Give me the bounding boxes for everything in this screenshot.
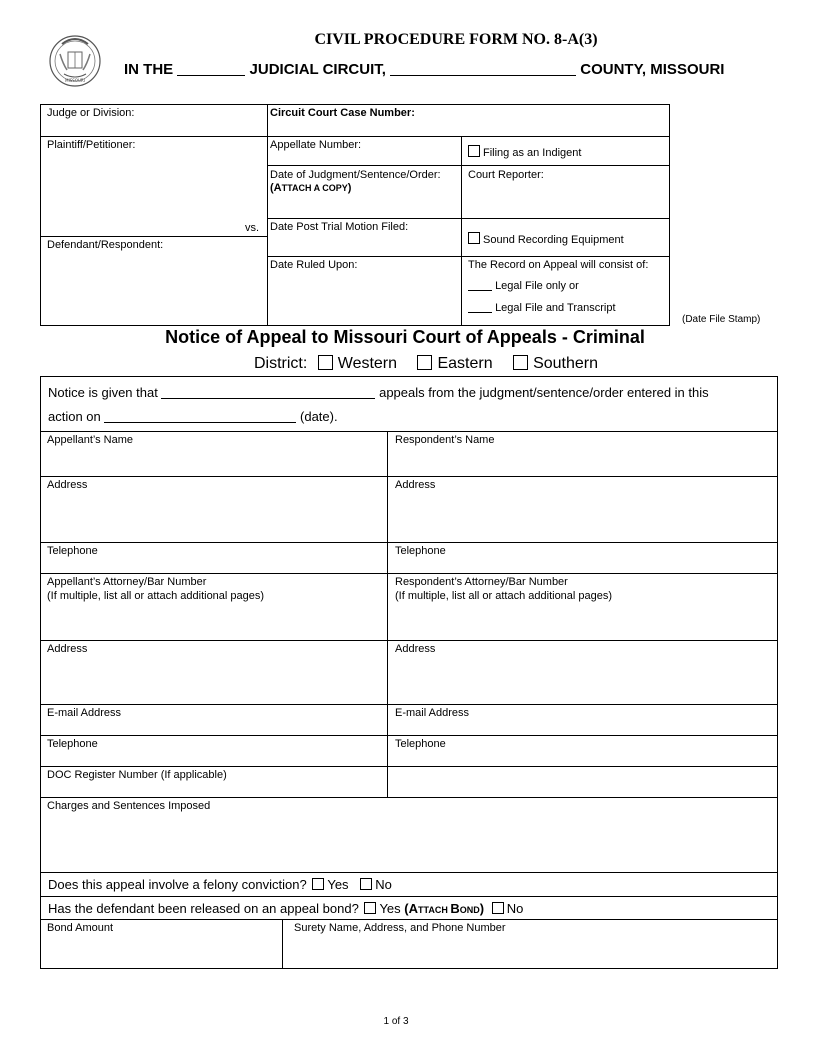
vs-label: vs. <box>245 222 260 234</box>
date-judgment-label: Date of Judgment/Sentence/Order: <box>270 169 441 181</box>
legal-file-only-blank[interactable] <box>468 290 492 291</box>
respondent-name-field[interactable]: Respondent’s Name <box>395 434 495 446</box>
notice-title: Notice of Appeal to Missouri Court of Appeals - Criminal <box>165 327 645 347</box>
respondent-attorney-address-field[interactable]: Address <box>395 643 436 655</box>
eastern-label: Eastern <box>437 355 493 372</box>
appellant-telephone-field[interactable]: Telephone <box>47 545 98 557</box>
action-date-blank[interactable] <box>104 422 296 423</box>
appellant-attorney-address-field[interactable]: Address <box>47 643 88 655</box>
court-reporter-label: Court Reporter: <box>468 169 544 181</box>
bond-yes-checkbox[interactable] <box>364 902 376 914</box>
respondent-telephone-field[interactable]: Telephone <box>395 545 446 557</box>
in-the-label: IN THE <box>124 61 174 78</box>
district-label: District: <box>253 355 308 372</box>
felony-yes-checkbox[interactable] <box>312 878 324 890</box>
district-row <box>0 355 816 373</box>
circuit-case-number-label: Circuit Court Case Number: <box>270 107 415 119</box>
legal-file-only-option: Legal File only or <box>468 279 579 293</box>
notice-line-1: Notice is given that appeals from the judgment/sentence/order entered in this <box>48 385 709 400</box>
sound-recording-label: Sound Recording Equipment <box>483 234 624 246</box>
surety-field[interactable]: Surety Name, Address, and Phone Number <box>294 922 506 934</box>
date-post-trial-label: Date Post Trial Motion Filed: <box>270 221 409 233</box>
filing-indigent-label: Filing as an Indigent <box>483 147 582 159</box>
southern-checkbox[interactable] <box>513 355 528 370</box>
form-title: CIVIL PROCEDURE FORM NO. 8-A(3) <box>314 31 598 48</box>
judicial-circuit-label: JUDICIAL CIRCUIT, <box>249 61 386 78</box>
appellant-name-field[interactable]: Appellant’s Name <box>47 434 134 446</box>
county-blank[interactable] <box>390 75 576 76</box>
respondent-attorney-telephone-field[interactable]: Telephone <box>395 738 446 750</box>
appellant-address-field[interactable]: Address <box>47 479 88 491</box>
doc-register-field[interactable]: DOC Register Number (If applicable) <box>47 769 227 781</box>
sound-recording-checkbox[interactable] <box>468 232 480 244</box>
southern-label: Southern <box>533 355 599 372</box>
appellant-email-field[interactable]: E-mail Address <box>47 707 121 719</box>
respondent-address-field[interactable]: Address <box>395 479 436 491</box>
filing-indigent-checkbox[interactable] <box>468 145 480 157</box>
charges-field[interactable]: Charges and Sentences Imposed <box>47 800 211 812</box>
respondent-attorney-field[interactable]: Respondent’s Attorney/Bar Number <box>395 576 568 588</box>
appellant-attorney-field[interactable]: Appellant’s Attorney/Bar Number <box>47 576 207 588</box>
appellant-blank[interactable] <box>161 398 375 399</box>
circuit-number-blank[interactable] <box>177 75 245 76</box>
sound-recording-option <box>468 232 624 247</box>
date-file-stamp-label: (Date File Stamp) <box>682 314 761 325</box>
appellate-number-label: Appellate Number: <box>270 139 362 151</box>
western-checkbox[interactable] <box>318 355 333 370</box>
appellant-attorney-telephone-field[interactable]: Telephone <box>47 738 98 750</box>
felony-question-row: Does this appeal involve a felony conviction? Yes No <box>48 877 392 892</box>
county-missouri-label: COUNTY, MISSOURI <box>580 61 725 78</box>
filing-indigent-option <box>468 145 581 160</box>
plaintiff-label: Plaintiff/Petitioner: <box>47 139 136 151</box>
attach-copy-note: (ATTACH A COPY) <box>270 182 352 194</box>
respondent-email-field[interactable]: E-mail Address <box>395 707 469 719</box>
legal-file-transcript-blank[interactable] <box>468 312 492 313</box>
defendant-label: Defendant/Respondent: <box>47 239 164 251</box>
eastern-checkbox[interactable] <box>417 355 432 370</box>
page-number: 1 of 3 <box>383 1016 409 1027</box>
date-ruled-label: Date Ruled Upon: <box>270 259 358 271</box>
appellant-attorney-note: (If multiple, list all or attach additional pages) <box>47 590 265 602</box>
judge-division-label: Judge or Division: <box>47 107 135 119</box>
court-heading <box>124 61 724 78</box>
felony-no-checkbox[interactable] <box>360 878 372 890</box>
respondent-attorney-note: (If multiple, list all or attach additional pages) <box>395 590 613 602</box>
legal-file-transcript-option: Legal File and Transcript <box>468 301 616 315</box>
bond-amount-field[interactable]: Bond Amount <box>47 922 114 934</box>
record-consist-label: The Record on Appeal will consist of: <box>468 259 649 271</box>
svg-text:MISSOURI: MISSOURI <box>65 78 85 83</box>
bond-question-row: Has the defendant been released on an appeal bond? Yes (ATTACH BOND) No <box>48 901 524 916</box>
bond-no-checkbox[interactable] <box>492 902 504 914</box>
western-label: Western <box>337 355 398 372</box>
notice-line-2: action on (date). <box>48 409 338 424</box>
